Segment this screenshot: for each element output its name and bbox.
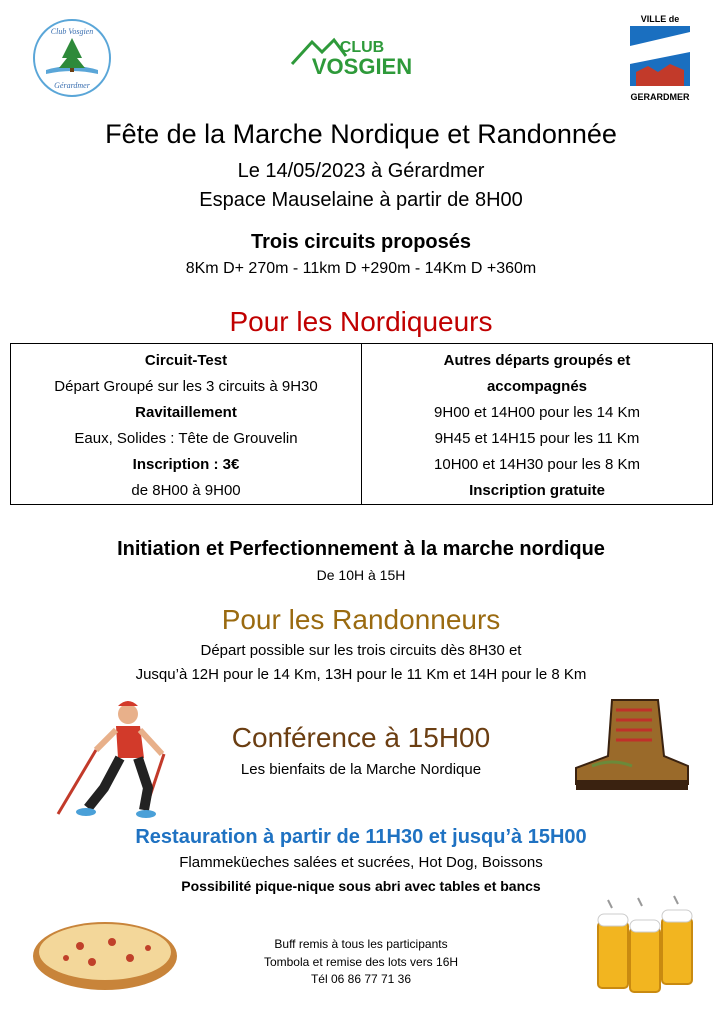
depart-line-8km: 10H00 et 14H30 pour les 8 Km [434, 456, 640, 473]
initiation-time: De 10H à 15H [316, 567, 406, 583]
depart-line-14km: 9H00 et 14H00 pour les 14 Km [434, 404, 640, 421]
ville-logo-bottom: GERARDMER [630, 92, 690, 102]
ville-gerardmer-logo [618, 12, 702, 106]
conference-subtitle: Les bienfaits de la Marche Nordique [240, 761, 482, 778]
svg-text:Gérardmer: Gérardmer [54, 81, 90, 90]
club-vosgien-line1: CLUB [339, 39, 385, 56]
autres-departs-title-2: accompagnés [486, 378, 588, 395]
randonneurs-line-1: Départ possible sur les trois circuits dès 8H30 et [200, 642, 522, 659]
club-circle-logo-text: Club Vosgien [50, 27, 94, 36]
ville-logo-top: VILLE de [640, 14, 680, 24]
footer-line-1: Buff remis à tous les participants [274, 937, 448, 951]
conference-heading: Conférence à 15H00 [231, 722, 491, 753]
nordiques-heading: Pour les Nordiqueurs [229, 306, 493, 337]
nordic-walker-illustration [48, 692, 184, 822]
hiking-boot-illustration [572, 696, 692, 796]
circuits-heading: Trois circuits proposés [250, 231, 472, 253]
inscription-label: Inscription : 3€ [132, 456, 240, 473]
ravitaillement-text: Eaux, Solides : Tête de Grouvelin [74, 430, 298, 447]
club-vosgien-line2: VOSGIEN [311, 54, 413, 79]
restauration-line-2: Possibilité pique-nique sous abri avec tables et bancs [181, 878, 541, 894]
club-vosgien-gerardmer-logo [32, 18, 112, 98]
club-vosgien-logo [282, 34, 442, 80]
depart-line-11km: 9H45 et 14H15 pour les 11 Km [434, 430, 640, 447]
circuit-test-title: Circuit-Test [144, 352, 228, 369]
inscription-time: de 8H00 à 9H00 [131, 482, 241, 499]
randonneurs-line-2: Jusqu’à 12H pour le 14 Km, 13H pour le 11 Km et 14H pour le 8 Km [135, 666, 587, 683]
event-date: Le 14/05/2023 à Gérardmer [237, 160, 485, 182]
nordiques-table [10, 343, 713, 505]
footer-phone: Tél 06 86 77 71 36 [310, 972, 412, 986]
restauration-line-1: Flammeküeches salées et sucrées, Hot Dog, Boissons [179, 854, 543, 871]
inscription-gratuite: Inscription gratuite [469, 482, 605, 499]
circuits-details: 8Km D+ 270m - 11km D +290m - 14Km D +360m [185, 260, 537, 277]
initiation-heading: Initiation et Perfectionnement à la marche nordique [117, 538, 605, 560]
nordiques-right-cell [362, 344, 713, 505]
randonneurs-heading: Pour les Randonneurs [221, 604, 501, 635]
event-title: Fête de la Marche Nordique et Randonnée [105, 119, 617, 149]
event-place: Espace Mauselaine à partir de 8H00 [199, 189, 523, 211]
ravitaillement-label: Ravitaillement [135, 404, 237, 421]
restauration-heading: Restauration à partir de 11H30 et jusqu’à 15H00 [135, 826, 587, 848]
circuit-test-depart: Départ Groupé sur les 3 circuits à 9H30 [54, 378, 318, 395]
autres-departs-title-1: Autres départs groupés et [443, 352, 631, 369]
nordiques-left-cell [11, 344, 362, 505]
footer-line-2: Tombola et remise des lots vers 16H [263, 955, 459, 969]
